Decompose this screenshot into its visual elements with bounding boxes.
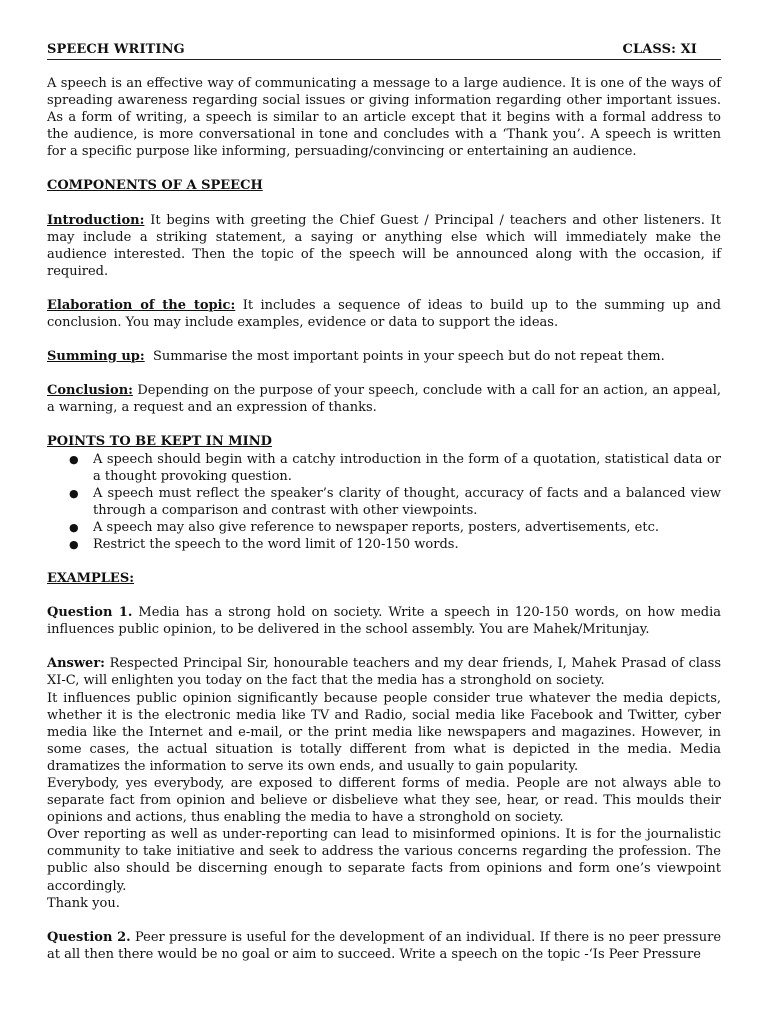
component-term: Introduction: xyxy=(47,212,145,228)
component-text: It includes a sequence of ideas to build up to the summing up and conclusion. You may include examples, evidence or data to support the ideas. xyxy=(47,297,721,331)
question-2 xyxy=(47,929,721,963)
points-heading: POINTS TO BE KEPT IN MIND xyxy=(47,434,272,450)
components-heading: COMPONENTS OF A SPEECH xyxy=(47,178,263,194)
bullet-icon: ● xyxy=(69,452,79,466)
component-elaboration xyxy=(47,297,721,331)
list-item-text: A speech must reflect the speaker’s clarity of thought, accuracy of facts and a balanced view through a comparison and contrast with other viewpoints. xyxy=(93,485,721,518)
list-item xyxy=(47,451,721,485)
answer-paragraph: Over reporting as well as under-reporting can lead to misinformed opinions. It is for the journalistic community to take initiative and seek to address the various concerns regarding the profession. The public also should be discerning enough to separate facts from opinions and form one’s viewpoint accordingly. xyxy=(47,827,721,894)
component-term: Elaboration of the topic: xyxy=(47,297,236,313)
answer-paragraph: It influences public opinion significantly because people consider true whatever the media depicts, whether it is the electronic media like TV and Radio, social media like Facebook and Twitter, cyber media like the Internet and e-mail, or the print media like newspapers and magazines. However, in some cases, the actual situation is totally different from what is depicted in the media. Media dramatizes the information to serve its own ends, and usually to gain popularity. xyxy=(47,690,721,774)
bullet-icon: ● xyxy=(69,537,79,551)
bullet-icon: ● xyxy=(69,486,79,500)
question-1 xyxy=(47,604,721,638)
component-text: Depending on the purpose of your speech, conclude with a call for an action, an appeal, a warning, a request and an expression of thanks. xyxy=(47,383,721,416)
component-introduction xyxy=(47,212,721,280)
answer-closing: Thank you. xyxy=(47,895,120,911)
answer-1-opening xyxy=(47,655,721,689)
component-term: Summing up: xyxy=(47,349,145,365)
intro-paragraph: A speech is an effective way of communicating a message to a large audience. It is one of the ways of spreading awareness regarding social issues or giving information regarding other important issues. As a form of writing, a speech is similar to an article except that it begins with a formal address to the audience, is more conversational in tone and concludes with a ‘Thank you’. A speech is written for a specific purpose like informing, persuading/convincing or entertaining an audience. xyxy=(47,76,721,160)
question-label: Question 2. xyxy=(47,929,131,945)
document-title: SPEECH WRITING xyxy=(47,42,185,57)
component-text: It begins with greeting the Chief Guest / Principal / teachers and other listeners. It may include a striking statement, a saying or anything else which will immediately make the audience interested. Then the topic of the speech will be announced along with the occasion, if required. xyxy=(47,212,721,279)
question-label: Question 1. xyxy=(47,605,133,621)
answer-paragraph: Everybody, yes everybody, are exposed to different forms of media. People are not always able to separate fact from opinion and believe or disbelieve what they see, hear, or read. This moulds their opinions and actions, thus enabling the media to have a stronghold on society. xyxy=(47,776,721,826)
points-list xyxy=(47,451,721,554)
component-term: Conclusion: xyxy=(47,383,133,399)
component-conclusion xyxy=(47,382,721,416)
document-page xyxy=(47,42,721,963)
list-item-text: A speech may also give reference to newspaper reports, posters, advertisements, etc. xyxy=(93,519,659,535)
list-item xyxy=(47,536,721,553)
answer-label: Answer: xyxy=(47,656,105,672)
answer-text: Respected Principal Sir, honourable teachers and my dear friends, I, Mahek Prasad of class XI-C, will enlighten you today on the fact that the media has a stronghold on society. xyxy=(47,656,721,689)
question-text: Peer pressure is useful for the development of an individual. If there is no peer pressure at all then there would be no goal or aim to succeed. Write a speech on the topic -‘Is Peer Pressure xyxy=(47,929,722,962)
list-item-text: A speech should begin with a catchy introduction in the form of a quotation, statistical data or a thought provoking question. xyxy=(93,451,721,484)
component-text: Summarise the most important points in your speech but do not repeat them. xyxy=(144,349,665,365)
bullet-icon: ● xyxy=(69,520,79,534)
list-item xyxy=(47,519,721,536)
examples-heading: EXAMPLES: xyxy=(47,571,135,587)
page-header xyxy=(47,42,721,60)
list-item-text: Restrict the speech to the word limit of 120-150 words. xyxy=(93,536,459,552)
class-label: CLASS: XI xyxy=(622,42,697,57)
document-body xyxy=(47,75,721,963)
list-item xyxy=(47,485,721,519)
component-summing-up xyxy=(47,348,721,365)
question-text: Media has a strong hold on society. Write a speech in 120-150 words, on how media influences public opinion, to be delivered in the school assembly. You are Mahek/Mritunjay. xyxy=(47,605,722,638)
